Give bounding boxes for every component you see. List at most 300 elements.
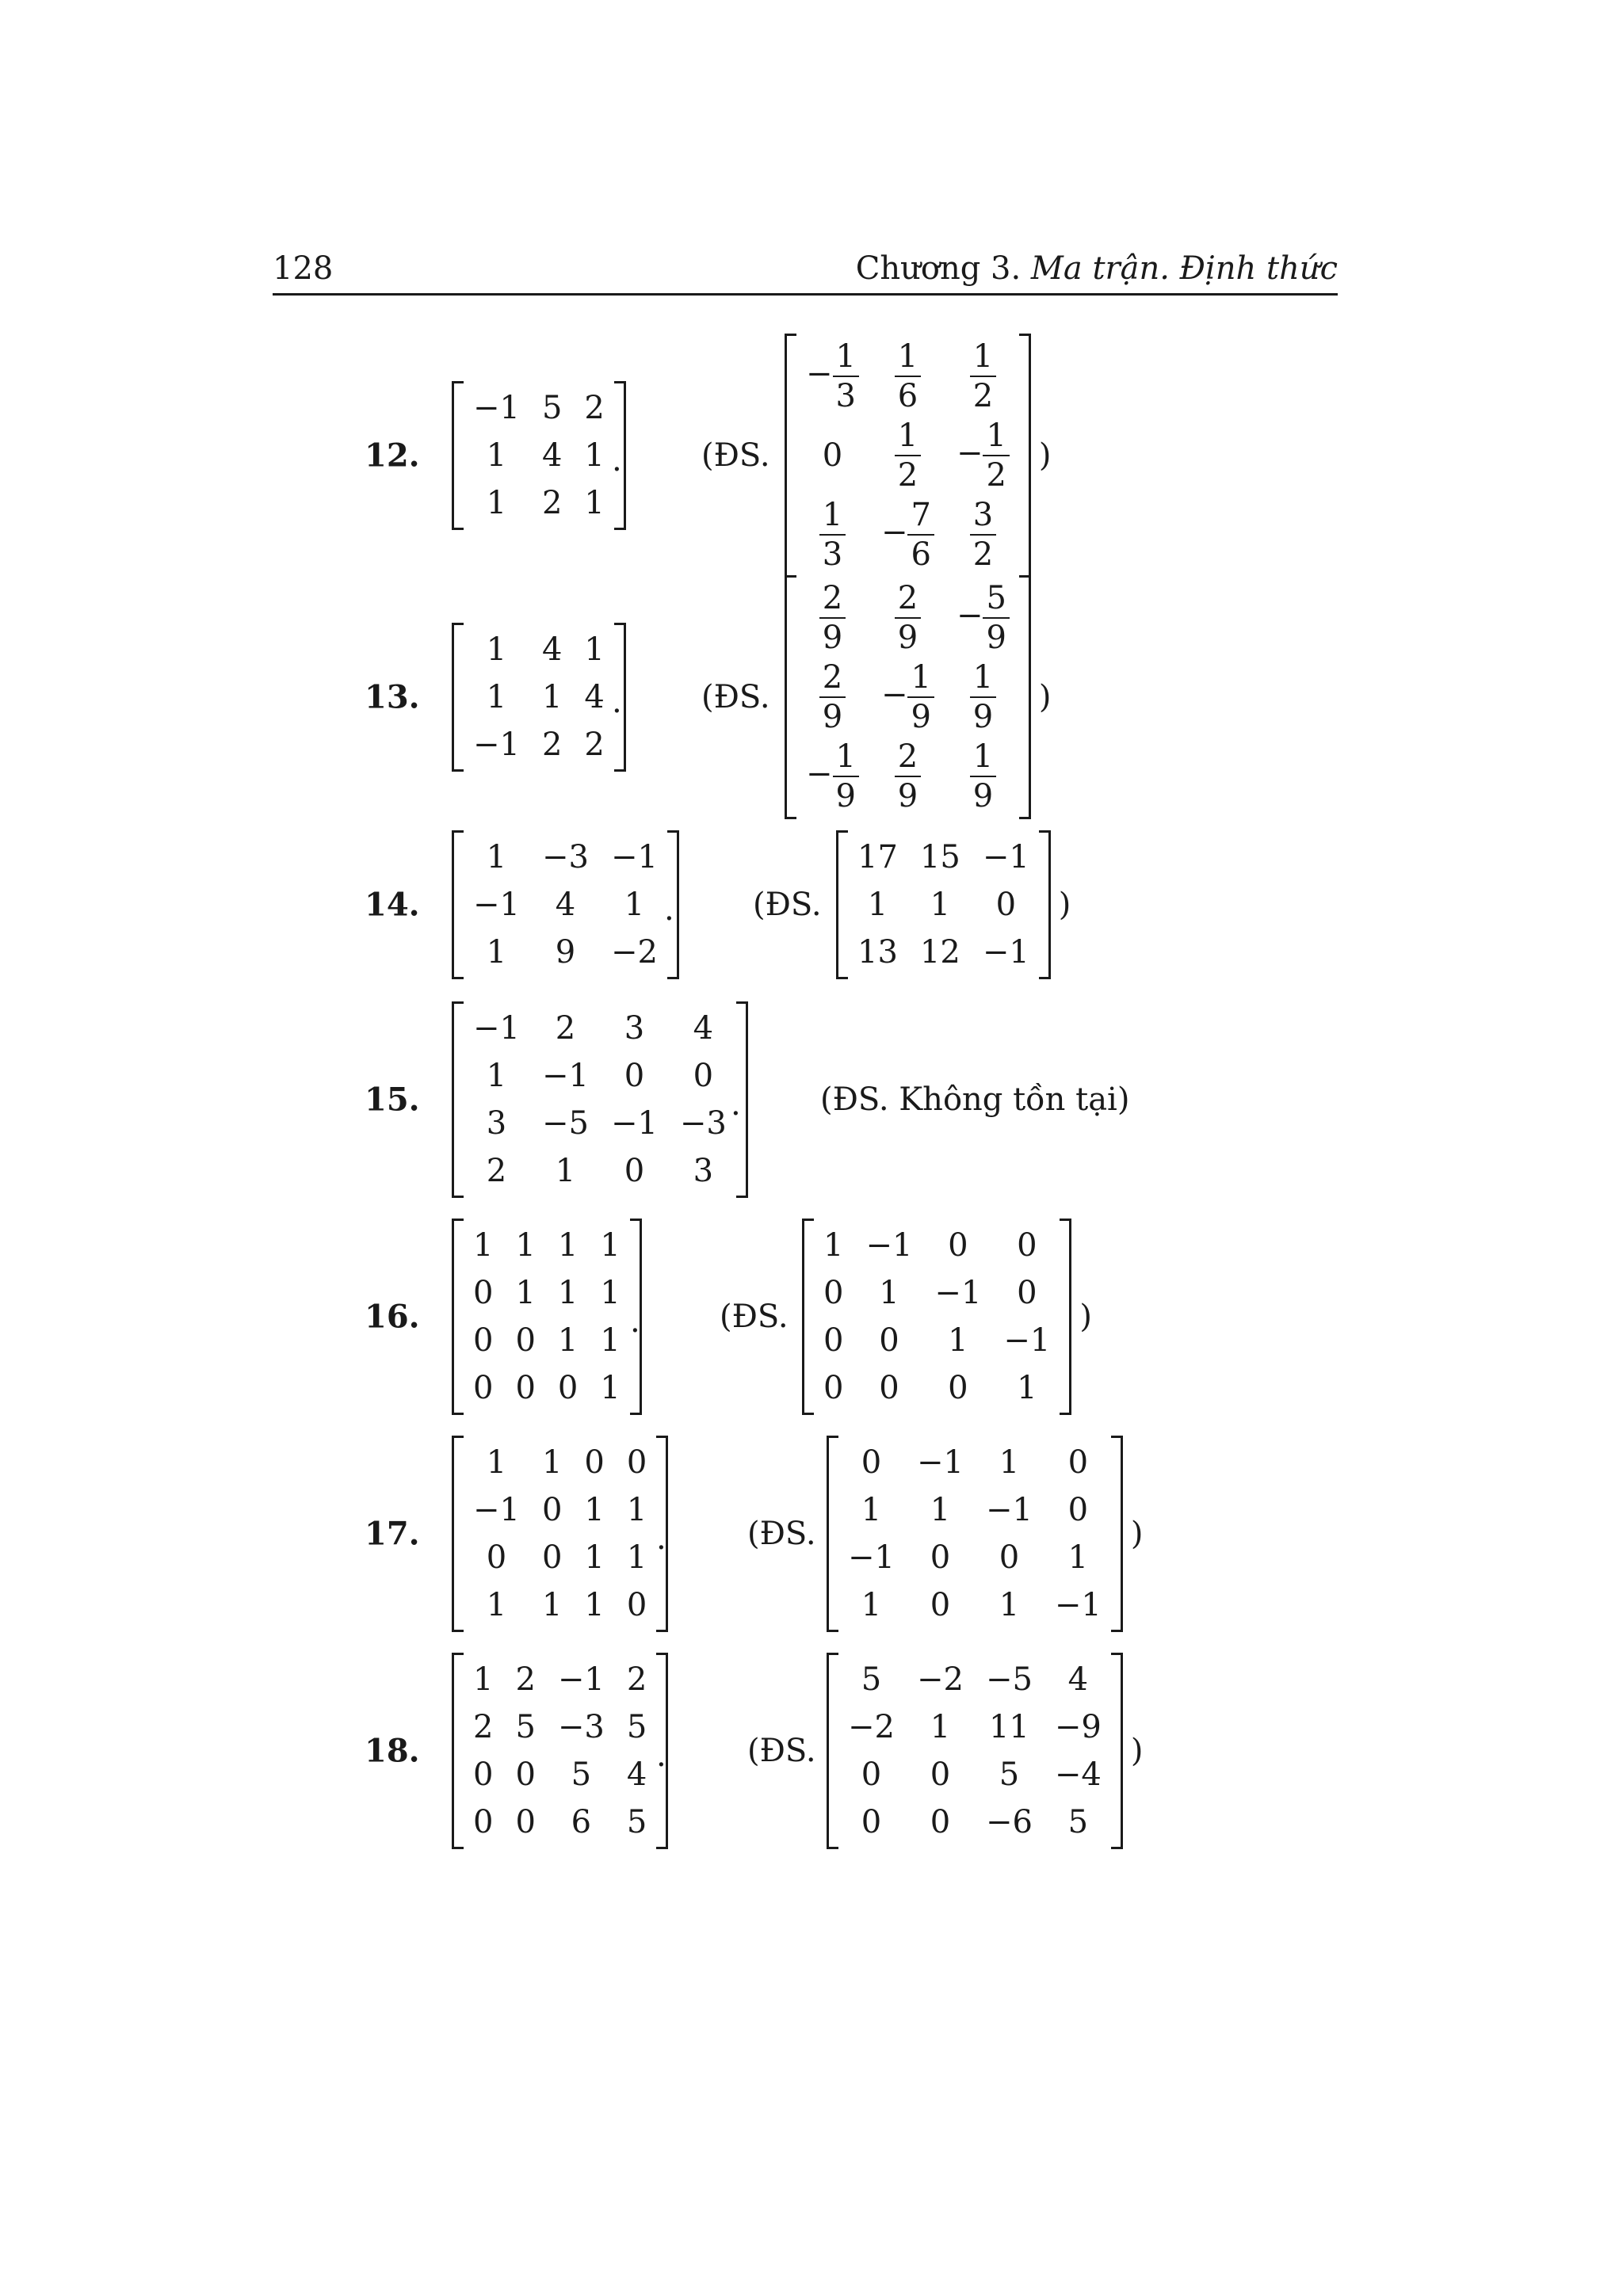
minus-sign: −: [880, 677, 908, 713]
matrix-cell: −1: [610, 839, 658, 875]
matrix-cell: [795, 495, 870, 574]
matrix-cell: 1: [930, 1709, 951, 1745]
matrix-cell: 0: [626, 1587, 647, 1623]
matrix-cell: −1: [916, 1444, 964, 1481]
matrix-cell: 1: [930, 1492, 951, 1528]
matrix-row: [462, 833, 669, 881]
bracket-corner: [829, 1436, 838, 1438]
fraction: [983, 418, 1009, 494]
matrix-cell: 1: [823, 1227, 844, 1264]
fraction: [819, 497, 846, 573]
denominator: 9: [835, 778, 856, 814]
matrix-cell: 1: [584, 1539, 605, 1576]
matrix-cell: 2: [626, 1661, 647, 1698]
matrix-row: [462, 1364, 632, 1412]
question-matrix: [452, 623, 626, 772]
exercise-number: 15.: [365, 1081, 420, 1119]
minus-sign: −: [806, 756, 833, 792]
matrix-cell: 5: [541, 390, 563, 426]
closing-paren: ): [1038, 679, 1052, 715]
answer-prefix: (ĐS.: [701, 679, 770, 715]
exercise-number: 13.: [365, 678, 420, 716]
numerator: 1: [833, 741, 859, 777]
matrix-row: [812, 1269, 1061, 1317]
numerator: 1: [970, 741, 996, 777]
denominator: 2: [972, 536, 994, 573]
matrix-row: [462, 1486, 658, 1534]
matrix-cell: −3: [679, 1105, 727, 1142]
bracket-corner: [1039, 830, 1048, 833]
period: .: [664, 891, 674, 928]
matrix-cell: 1: [584, 631, 605, 668]
answer-matrix: [827, 1653, 1123, 1849]
chapter-name: Ma trận. Định thức: [1030, 250, 1338, 287]
fraction: [970, 659, 996, 735]
numerator: 1: [819, 499, 846, 536]
matrix-row: [462, 1052, 738, 1100]
matrix-cell: −1: [473, 1010, 520, 1047]
bracket-corner: [787, 817, 796, 819]
closing-paren: ): [1058, 887, 1071, 923]
answer-prefix: (ĐS.: [747, 1733, 816, 1769]
numerator: 1: [895, 420, 921, 456]
matrix-cell: 0: [930, 1587, 951, 1623]
fraction: [983, 582, 1009, 654]
matrix-row: [462, 432, 616, 479]
closing-paren: ): [1079, 1299, 1092, 1335]
matrix-cell: 1: [557, 1322, 579, 1359]
matrix-cell: −3: [541, 839, 589, 875]
matrix-cell: 2: [515, 1661, 536, 1698]
denominator: 3: [822, 536, 843, 573]
minus-sign: −: [806, 356, 833, 392]
matrix-cell: −1: [982, 934, 1029, 971]
matrix-cell: 2: [555, 1010, 576, 1047]
matrix-row: [462, 1581, 658, 1629]
matrix-cell: 1: [541, 1587, 563, 1623]
matrix-cell: 0: [861, 1756, 882, 1793]
numerator: 1: [970, 662, 996, 698]
matrix-cell: −1: [934, 1275, 982, 1311]
bracket-corner: [656, 1436, 666, 1438]
matrix-row: [462, 881, 669, 929]
matrix-row: [462, 1005, 738, 1052]
matrix-cell: −9: [1054, 1709, 1102, 1745]
bracket-corner: [454, 1630, 464, 1632]
denominator: 9: [972, 778, 994, 814]
matrix-cell: 1: [948, 1322, 968, 1359]
numerator: 1: [833, 341, 859, 377]
matrix-cell: 0: [624, 1153, 645, 1189]
matrix-cell: 0: [693, 1058, 714, 1094]
matrix-cell: 0: [624, 1058, 645, 1094]
matrix-cell: 5: [626, 1804, 647, 1840]
matrix-cell: −1: [865, 1227, 913, 1264]
bracket-corner: [454, 830, 464, 833]
matrix-cell: 2: [584, 390, 605, 426]
bracket-corner: [787, 334, 796, 336]
matrix-cell: 0: [822, 437, 843, 474]
matrix-cell: 0: [930, 1756, 951, 1793]
matrix-cell: 0: [584, 1444, 605, 1481]
matrix-row: [462, 673, 616, 721]
matrix-cell: 5: [626, 1709, 647, 1745]
matrix-cell: 0: [823, 1370, 844, 1406]
matrix-cell: 1: [861, 1587, 882, 1623]
matrix-cell: 4: [555, 887, 576, 923]
matrix-row: [812, 1317, 1061, 1364]
matrix-row: [795, 737, 1021, 816]
answer-matrix: [836, 830, 1051, 979]
denominator: 2: [972, 378, 994, 414]
matrix-cell: 1: [486, 839, 507, 875]
matrix-cell: −1: [557, 1661, 605, 1698]
denominator: 9: [897, 778, 918, 814]
denominator: 2: [897, 457, 918, 494]
closing-paren: ): [1038, 437, 1052, 474]
bracket-corner: [838, 830, 848, 833]
matrix-row: [837, 1581, 1113, 1629]
bracket-corner: [630, 1219, 640, 1221]
matrix-cell: 0: [473, 1756, 494, 1793]
matrix-cell: 1: [486, 934, 507, 971]
matrix-cell: −1: [985, 1492, 1033, 1528]
matrix-cell: 4: [584, 679, 605, 715]
matrix-row: [795, 495, 1021, 574]
matrix-cell: [795, 337, 870, 416]
matrix-cell: −1: [848, 1539, 895, 1576]
matrix-row: [837, 1703, 1113, 1751]
bracket-corner: [829, 1653, 838, 1655]
matrix-cell: 1: [584, 1492, 605, 1528]
matrix-cell: 1: [541, 679, 563, 715]
matrix-cell: −5: [541, 1105, 589, 1142]
matrix-cell: 5: [571, 1756, 592, 1793]
bracket-corner: [667, 830, 677, 833]
matrix-row: [812, 1364, 1061, 1412]
minus-sign: −: [956, 597, 983, 634]
matrix-cell: 1: [861, 1492, 882, 1528]
matrix-cell: −1: [473, 1492, 520, 1528]
matrix-row: [462, 1534, 658, 1581]
matrix-cell: 5: [861, 1661, 882, 1698]
matrix-cell: 0: [999, 1539, 1020, 1576]
answer-text: (ĐS. Không tồn tại): [820, 1081, 1130, 1118]
bracket-corner: [1111, 1847, 1121, 1849]
bracket-corner: [454, 1413, 464, 1415]
answer-matrix: [785, 334, 1031, 578]
matrix-row: [462, 1317, 632, 1364]
matrix-cell: 9: [555, 934, 576, 971]
bracket-corner: [736, 1196, 746, 1198]
bracket-corner: [614, 528, 624, 530]
matrix-cell: 1: [557, 1227, 579, 1264]
matrix-cell: −1: [473, 887, 520, 923]
matrix-cell: 1: [557, 1275, 579, 1311]
bracket-corner: [667, 977, 677, 979]
matrix-cell: −2: [610, 934, 658, 971]
matrix-row: [462, 1656, 658, 1703]
bracket-corner: [630, 1413, 640, 1415]
bracket-corner: [656, 1847, 666, 1849]
denominator: 3: [835, 378, 856, 414]
matrix-cell: 1: [584, 485, 605, 521]
denominator: 9: [822, 620, 843, 656]
answer-prefix: (ĐS.: [720, 1299, 789, 1335]
matrix-cell: [945, 737, 1021, 816]
matrix-row: [462, 1269, 632, 1317]
matrix-cell: [870, 495, 945, 574]
matrix-row: [795, 416, 1021, 495]
fraction: [895, 738, 921, 814]
matrix-row: [462, 929, 669, 976]
bracket-corner: [656, 1630, 666, 1632]
matrix-row: [846, 833, 1041, 881]
matrix-row: [462, 1100, 738, 1147]
fraction: [895, 582, 921, 654]
matrix-cell: −1: [610, 1105, 658, 1142]
exercise-number: 14.: [365, 886, 420, 924]
matrix-cell: 1: [600, 1322, 621, 1359]
matrix-cell: [945, 337, 1021, 416]
bracket-corner: [736, 1001, 746, 1004]
bracket-corner: [804, 1413, 814, 1415]
fraction: [895, 418, 921, 494]
matrix-cell: 1: [584, 437, 605, 474]
matrix-cell: 0: [879, 1322, 899, 1359]
matrix-cell: [870, 578, 945, 658]
matrix-cell: 1: [486, 679, 507, 715]
matrix-cell: 0: [473, 1275, 494, 1311]
minus-sign: −: [880, 514, 908, 551]
bracket-corner: [454, 977, 464, 979]
matrix-cell: [945, 495, 1021, 574]
matrix-cell: 0: [1067, 1444, 1089, 1481]
matrix-cell: 0: [861, 1804, 882, 1840]
matrix-cell: −1: [1054, 1587, 1102, 1623]
bracket-corner: [454, 769, 464, 772]
question-matrix: [452, 1219, 642, 1415]
bracket-corner: [1111, 1653, 1121, 1655]
matrix-row: [462, 1751, 658, 1798]
matrix-cell: 0: [486, 1539, 507, 1576]
matrix-row: [837, 1798, 1113, 1846]
answer-prefix: (ĐS.: [747, 1516, 816, 1552]
matrix-cell: 1: [541, 1444, 563, 1481]
matrix-row: [795, 337, 1021, 416]
answer-prefix: (ĐS.: [753, 887, 822, 923]
bracket-corner: [787, 575, 796, 578]
matrix-cell: −2: [916, 1661, 964, 1698]
bracket-corner: [1019, 334, 1029, 336]
matrix-cell: −5: [985, 1661, 1033, 1698]
period: .: [656, 1520, 666, 1557]
matrix-cell: 1: [486, 437, 507, 474]
bracket-corner: [1039, 977, 1048, 979]
period: .: [656, 1737, 666, 1774]
closing-paren: ): [1130, 1733, 1144, 1769]
matrix-cell: [870, 658, 945, 737]
matrix-cell: 1: [879, 1275, 899, 1311]
fraction: [833, 338, 859, 414]
matrix-cell: [945, 578, 1021, 658]
period: .: [612, 684, 622, 720]
bracket-corner: [454, 1219, 464, 1221]
matrix-cell: 0: [823, 1275, 844, 1311]
matrix-cell: 2: [541, 727, 563, 763]
matrix-cell: 4: [541, 437, 563, 474]
bracket-corner: [1019, 575, 1029, 578]
matrix-cell: −2: [848, 1709, 895, 1745]
matrix-cell: −1: [473, 727, 520, 763]
bracket-corner: [1019, 817, 1029, 819]
matrix-row: [846, 929, 1041, 976]
matrix-cell: −1: [982, 839, 1029, 875]
matrix-cell: 1: [515, 1275, 536, 1311]
matrix-cell: 1: [999, 1444, 1020, 1481]
matrix-cell: [870, 737, 945, 816]
matrix-row: [795, 578, 1021, 658]
matrix-cell: 17: [857, 839, 898, 875]
period: .: [630, 1303, 640, 1340]
bracket-corner: [804, 1219, 814, 1221]
bracket-corner: [1060, 1219, 1069, 1221]
matrix-row: [462, 1703, 658, 1751]
matrix-cell: 1: [626, 1539, 647, 1576]
matrix-cell: 1: [473, 1661, 494, 1698]
matrix-cell: 0: [557, 1370, 579, 1406]
matrix-cell: 11: [988, 1709, 1029, 1745]
matrix-cell: [795, 578, 870, 658]
minus-sign: −: [956, 435, 983, 471]
bracket-corner: [614, 623, 624, 625]
matrix-cell: −6: [985, 1804, 1033, 1840]
matrix-cell: 0: [1017, 1227, 1037, 1264]
matrix-cell: 1: [626, 1492, 647, 1528]
matrix-cell: 0: [861, 1444, 882, 1481]
bracket-corner: [454, 381, 464, 383]
question-matrix: [452, 381, 626, 530]
numerator: 2: [895, 582, 921, 619]
question-matrix: [452, 1001, 748, 1198]
matrix-cell: 1: [600, 1370, 621, 1406]
matrix-cell: 0: [626, 1444, 647, 1481]
closing-paren: ): [1130, 1516, 1144, 1552]
page-number: 128: [273, 250, 334, 287]
fraction: [819, 659, 846, 735]
numerator: 5: [983, 582, 1009, 619]
bracket-corner: [454, 623, 464, 625]
fraction: [907, 497, 934, 573]
period: .: [612, 442, 622, 479]
matrix-row: [462, 721, 616, 769]
matrix-cell: [795, 737, 870, 816]
matrix-row: [462, 384, 616, 432]
matrix-cell: 1: [486, 1587, 507, 1623]
matrix-cell: 1: [555, 1153, 576, 1189]
matrix-cell: 0: [473, 1370, 494, 1406]
numerator: 1: [970, 341, 996, 377]
matrix-cell: [945, 416, 1021, 495]
bracket-corner: [614, 381, 624, 383]
matrix-cell: −3: [557, 1709, 605, 1745]
matrix-cell: 6: [571, 1804, 592, 1840]
matrix-cell: [945, 658, 1021, 737]
answer-matrix: [785, 575, 1031, 819]
exercise-number: 12.: [365, 437, 420, 475]
matrix-cell: 0: [515, 1322, 536, 1359]
matrix-cell: 1: [930, 887, 951, 923]
matrix-row: [846, 881, 1041, 929]
matrix-cell: 0: [473, 1322, 494, 1359]
matrix-cell: 13: [857, 934, 898, 971]
matrix-cell: 0: [948, 1370, 968, 1406]
matrix-cell: 1: [1067, 1539, 1089, 1576]
matrix-cell: 0: [1067, 1492, 1089, 1528]
matrix-row: [837, 1439, 1113, 1486]
numerator: 1: [907, 662, 934, 698]
matrix-cell: 0: [515, 1804, 536, 1840]
bracket-corner: [838, 977, 848, 979]
bracket-corner: [454, 1653, 464, 1655]
denominator: 6: [897, 378, 918, 414]
numerator: 2: [819, 582, 846, 619]
fraction: [970, 738, 996, 814]
period: .: [731, 1086, 741, 1123]
matrix-cell: 1: [584, 1587, 605, 1623]
matrix-cell: 3: [486, 1105, 507, 1142]
matrix-cell: 0: [1017, 1275, 1037, 1311]
matrix-cell: 5: [1067, 1804, 1089, 1840]
matrix-cell: 12: [919, 934, 960, 971]
exercise-number: 17.: [365, 1515, 420, 1553]
matrix-cell: 3: [624, 1010, 645, 1047]
fraction: [970, 338, 996, 414]
matrix-row: [837, 1656, 1113, 1703]
question-matrix: [452, 1436, 668, 1632]
numerator: 2: [819, 662, 846, 698]
matrix-cell: 1: [473, 1227, 494, 1264]
matrix-cell: 1: [624, 887, 645, 923]
matrix-cell: 2: [584, 727, 605, 763]
matrix-cell: 2: [541, 485, 563, 521]
bracket-corner: [454, 1436, 464, 1438]
fraction: [907, 659, 934, 735]
bracket-corner: [656, 1653, 666, 1655]
question-matrix: [452, 1653, 668, 1849]
matrix-cell: 1: [486, 631, 507, 668]
matrix-row: [837, 1486, 1113, 1534]
chapter-title: [856, 250, 1338, 287]
matrix-cell: 1: [486, 1058, 507, 1094]
bracket-corner: [454, 528, 464, 530]
matrix-cell: 0: [515, 1756, 536, 1793]
matrix-row: [462, 479, 616, 527]
denominator: 9: [897, 620, 918, 656]
matrix-cell: 0: [823, 1322, 844, 1359]
matrix-cell: 0: [948, 1227, 968, 1264]
matrix-cell: 0: [879, 1370, 899, 1406]
running-header: [273, 246, 1338, 296]
matrix-cell: 4: [693, 1010, 714, 1047]
matrix-cell: 5: [999, 1756, 1020, 1793]
exercise-number: 18.: [365, 1732, 420, 1770]
matrix-cell: 2: [473, 1709, 494, 1745]
matrix-cell: [870, 337, 945, 416]
matrix-cell: 0: [930, 1804, 951, 1840]
matrix-cell: 4: [541, 631, 563, 668]
denominator: 2: [986, 457, 1006, 494]
